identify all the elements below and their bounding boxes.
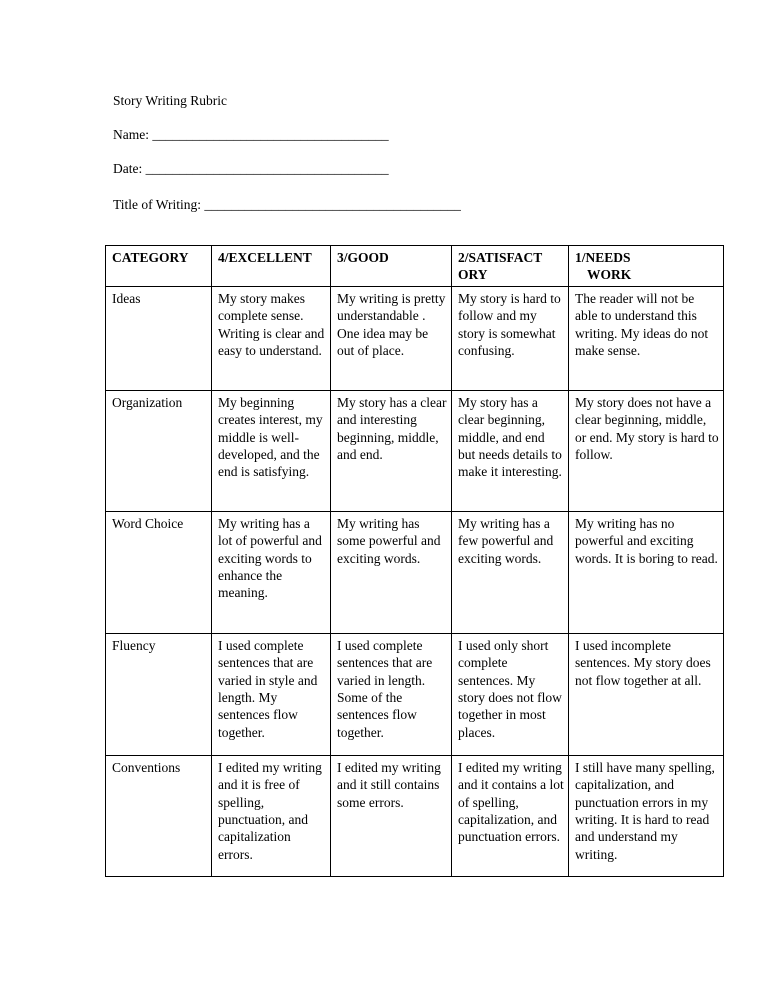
cell-good: My writing has some powerful and exciting words. bbox=[331, 511, 452, 633]
header-good: 3/GOOD bbox=[331, 246, 452, 287]
cell-satisfactory: My story has a clear beginning, middle, and end but needs details to make it interesting. bbox=[452, 390, 569, 511]
cell-excellent: My writing has a lot of powerful and exciting words to enhance the meaning. bbox=[212, 511, 331, 633]
table-row bbox=[106, 390, 724, 511]
row-category: Ideas bbox=[106, 286, 212, 390]
title-of-writing-field-line: Title of Writing: ______________________________________ bbox=[113, 197, 461, 212]
cell-satisfactory: My writing has a few powerful and exciting words. bbox=[452, 511, 569, 633]
row-category: Organization bbox=[106, 390, 212, 511]
header-needs-work-line1: 1/NEEDS bbox=[575, 250, 631, 265]
cell-excellent: I edited my writing and it is free of spelling, punctuation, and capitalization errors. bbox=[212, 755, 331, 876]
header-needs-work-line2: WORK bbox=[587, 267, 632, 283]
cell-needs-work: I still have many spelling, capitalization, and punctuation errors in my writing. It is hard to read and understand my writing. bbox=[569, 755, 724, 876]
cell-needs-work: I used incomplete sentences. My story does not flow together at all. bbox=[569, 633, 724, 755]
date-field-line: Date: ____________________________________ bbox=[113, 161, 389, 176]
cell-needs-work: The reader will not be able to understand this writing. My ideas do not make sense. bbox=[569, 286, 724, 390]
cell-excellent: I used complete sentences that are varied in style and length. My sentences flow together. bbox=[212, 633, 331, 755]
header-excellent: 4/EXCELLENT bbox=[212, 246, 331, 287]
cell-good: My writing is pretty understandable . One idea may be out of place. bbox=[331, 286, 452, 390]
rubric-table bbox=[105, 245, 724, 877]
name-field-line: Name: ___________________________________ bbox=[113, 127, 389, 142]
cell-good: I edited my writing and it still contains some errors. bbox=[331, 755, 452, 876]
row-category: Conventions bbox=[106, 755, 212, 876]
row-category: Fluency bbox=[106, 633, 212, 755]
header-row bbox=[106, 246, 724, 287]
cell-needs-work: My writing has no powerful and exciting words. It is boring to read. bbox=[569, 511, 724, 633]
header-satisfactory: 2/SATISFACT ORY bbox=[452, 246, 569, 287]
header-category: CATEGORY bbox=[106, 246, 212, 287]
cell-satisfactory: My story is hard to follow and my story is somewhat confusing. bbox=[452, 286, 569, 390]
cell-good: I used complete sentences that are varied in length. Some of the sentences flow together. bbox=[331, 633, 452, 755]
cell-satisfactory: I used only short complete sentences. My story does not flow together in most places. bbox=[452, 633, 569, 755]
cell-satisfactory: I edited my writing and it contains a lot of spelling, capitalization, and punctuation errors. bbox=[452, 755, 569, 876]
cell-excellent: My beginning creates interest, my middle is well-developed, and the end is satisfying. bbox=[212, 390, 331, 511]
row-category: Word Choice bbox=[106, 511, 212, 633]
table-row bbox=[106, 755, 724, 876]
header-needs-work bbox=[569, 246, 724, 287]
cell-needs-work: My story does not have a clear beginning, middle, or end. My story is hard to follow. bbox=[569, 390, 724, 511]
cell-good: My story has a clear and interesting beginning, middle, and end. bbox=[331, 390, 452, 511]
table-row bbox=[106, 286, 724, 390]
table-row bbox=[106, 511, 724, 633]
document-title: Story Writing Rubric bbox=[113, 93, 227, 108]
cell-excellent: My story makes complete sense. Writing is clear and easy to understand. bbox=[212, 286, 331, 390]
table-row bbox=[106, 633, 724, 755]
